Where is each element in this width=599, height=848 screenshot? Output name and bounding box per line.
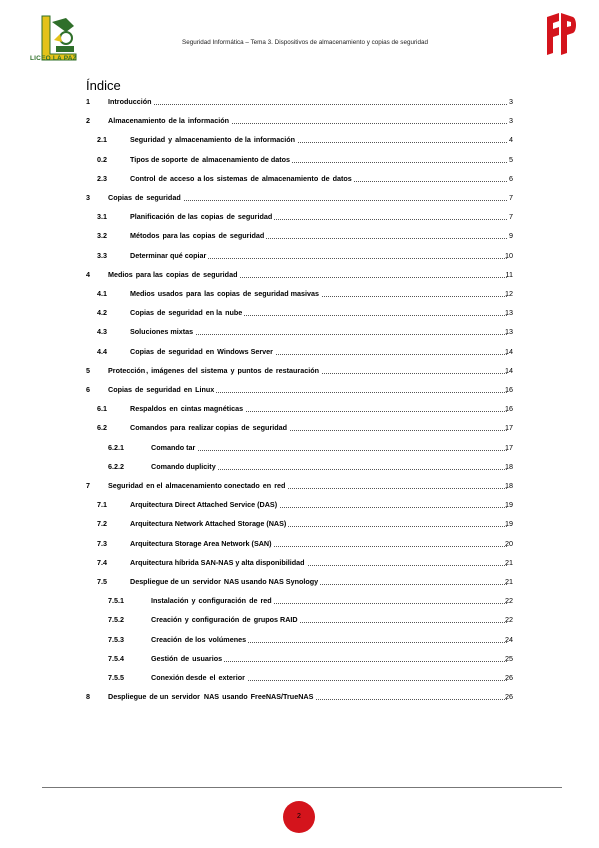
- toc-title-segment: Comando tar: [151, 442, 196, 452]
- toc-title-segment: almacenamiento: [261, 173, 319, 183]
- document-header-title: Seguridad Informática – Tema 3. Dispositivos de almacenamiento y copias de seguridad: [182, 39, 428, 46]
- toc-title-segment: Instalación: [151, 596, 189, 606]
- toc-title-segment: red: [260, 596, 272, 606]
- fp-logo-icon: [545, 13, 577, 57]
- toc-title-segment: de: [240, 615, 253, 625]
- toc-title-segment: volúmenes: [208, 634, 247, 644]
- toc-title-segment: de: [262, 365, 275, 375]
- toc-entry-number: 7.2: [97, 519, 107, 529]
- toc-page-number: 21: [505, 577, 513, 586]
- toc-entry[interactable]: [0, 479, 599, 492]
- toc-entry-number: 1: [86, 97, 90, 106]
- toc-title-segment: en el: [144, 481, 165, 490]
- toc-title-segment: Almacenamiento: [108, 116, 166, 126]
- toc-title-segment: red: [274, 481, 286, 490]
- toc-entry-number: 4.3: [97, 327, 107, 337]
- toc-entry[interactable]: [0, 460, 599, 473]
- toc-title-segment: las: [202, 289, 217, 298]
- toc-entry-number: 6: [86, 385, 90, 394]
- toc-entry[interactable]: [0, 633, 599, 646]
- toc-entry[interactable]: [0, 690, 599, 703]
- toc-entry-number: 7.5.1: [108, 596, 124, 606]
- toc-title-segment: de la: [232, 135, 253, 145]
- toc-dot-leader: [108, 104, 507, 105]
- toc-entry-title: [151, 654, 224, 663]
- toc-title-segment: Comando duplicity: [151, 461, 216, 471]
- toc-entry-title: [130, 327, 195, 336]
- toc-entry-title: [151, 615, 300, 624]
- toc-entry-number: 7.3: [97, 538, 107, 548]
- toc-title-segment: de: [156, 173, 169, 183]
- toc-entry[interactable]: [0, 517, 599, 530]
- toc-page-number: 3: [509, 97, 513, 106]
- toc-title-segment: Control: [130, 173, 156, 183]
- toc-title-segment: Copias: [108, 193, 132, 202]
- toc-page-number: 3: [509, 116, 513, 126]
- toc-title-segment: Comandos: [130, 423, 168, 433]
- toc-title-segment: configuración: [198, 596, 247, 606]
- toc-entry[interactable]: [0, 671, 599, 684]
- toc-title-segment: sistema: [200, 365, 228, 375]
- toc-entry-number: 6.2: [97, 423, 107, 433]
- toc-title-segment: Conexión desde: [151, 673, 207, 682]
- toc-title-segment: en: [167, 404, 180, 414]
- toc-entry[interactable]: [0, 133, 599, 146]
- toc-entry-number: 4.2: [97, 308, 107, 318]
- toc-title-segment: NAS usando NAS Synology: [221, 577, 319, 586]
- toc-title-segment: Métodos: [130, 231, 160, 241]
- toc-title-segment: Arquitectura Network Attached Storage (NAS): [130, 519, 287, 529]
- toc-title-segment: NAS: [203, 692, 220, 702]
- toc-title-segment: de: [248, 173, 261, 183]
- toc-entry-number: 3.2: [97, 231, 107, 241]
- toc-entry[interactable]: [0, 652, 599, 665]
- toc-title-segment: seguridad: [146, 385, 181, 394]
- toc-page-number: 26: [505, 673, 513, 682]
- toc-title-segment: FreeNAS/TrueNAS: [250, 692, 314, 702]
- toc-title-segment: restauración: [275, 365, 319, 375]
- toc-entry-number: 4: [86, 269, 90, 279]
- toc-entry[interactable]: [0, 172, 599, 185]
- toc-entry-number: 4.4: [97, 346, 107, 356]
- toc-entry-title: [130, 308, 244, 317]
- toc-title-segment: realizar copias: [188, 423, 239, 433]
- toc-title-segment: nube: [225, 308, 243, 318]
- toc-title-segment: Despliegue de un: [130, 577, 192, 586]
- toc-entry-number: 7.4: [97, 557, 107, 567]
- toc-title-segment: seguridad: [229, 231, 265, 241]
- toc-title-segment: usados: [155, 289, 185, 298]
- toc-title-segment: cintas magnéticas: [180, 404, 244, 414]
- toc-title-segment: de: [154, 308, 168, 318]
- toc-entry[interactable]: [0, 613, 599, 626]
- toc-title-segment: de: [189, 269, 203, 279]
- toc-title-segment: de: [216, 231, 229, 241]
- toc-title-segment: seguridad: [252, 423, 288, 433]
- toc-entry-title: [151, 462, 218, 471]
- toc-title-segment: Introducción: [108, 97, 152, 106]
- toc-title-segment: Arquitectura Direct Attached Service (DAS): [130, 500, 278, 510]
- toc-page-number: 22: [505, 596, 513, 606]
- toc-title-segment: Soluciones mixtas: [130, 327, 194, 337]
- toc-entry[interactable]: [0, 364, 599, 377]
- toc-title-segment: para las: [160, 231, 192, 241]
- toc-page-number: 9: [509, 231, 513, 241]
- toc-title-segment: seguridad masivas: [254, 289, 320, 298]
- toc-page-number: 17: [505, 442, 513, 452]
- toc-title-segment: en: [203, 346, 217, 356]
- toc-entry-number: 6.2.1: [108, 442, 124, 452]
- toc-title-segment: de: [319, 173, 332, 183]
- toc-entry[interactable]: [0, 383, 599, 396]
- toc-entry-title: [130, 289, 321, 298]
- toc-title-segment: Creación: [151, 615, 182, 625]
- toc-page-number: 20: [505, 538, 513, 548]
- toc-entry[interactable]: [0, 421, 599, 434]
- toc-page-number: 13: [505, 308, 513, 318]
- toc-entry-number: 7.5.4: [108, 653, 124, 663]
- toc-title-segment: de los: [182, 634, 208, 644]
- toc-title-segment: Windows Server: [217, 346, 273, 356]
- toc-entry-title: [130, 155, 292, 164]
- toc-page-number: 13: [505, 327, 513, 337]
- toc-entry-title: [130, 539, 274, 548]
- toc-page-number: 22: [505, 615, 513, 625]
- toc-entry-number: 3: [86, 193, 90, 202]
- toc-title-segment: Planificación: [130, 212, 175, 222]
- toc-entry-number: 7.5.2: [108, 615, 124, 625]
- toc-title-segment: copias: [165, 269, 189, 279]
- toc-title-segment: en: [181, 385, 195, 394]
- toc-entry[interactable]: [0, 287, 599, 300]
- toc-entry-title: [130, 347, 275, 356]
- toc-title-segment: de: [178, 653, 192, 663]
- toc-entry[interactable]: [0, 345, 599, 358]
- toc-title-segment: Copias: [130, 308, 154, 318]
- toc-title-segment: acceso: [169, 173, 195, 183]
- toc-entry[interactable]: [0, 229, 599, 242]
- toc-page-number: 5: [509, 154, 513, 164]
- toc-entry[interactable]: [0, 268, 599, 281]
- toc-page-number: 18: [505, 461, 513, 471]
- toc-entry-number: 2: [86, 116, 90, 126]
- toc-title-segment: Copias: [130, 346, 154, 356]
- toc-title-segment: puntos: [237, 365, 262, 375]
- toc-title-segment: del: [185, 365, 200, 375]
- toc-entry-number: 2.3: [97, 173, 107, 183]
- toc-entry-number: 7.5.3: [108, 634, 124, 644]
- toc-entry-number: 8: [86, 692, 90, 702]
- index-title: Índice: [86, 78, 121, 93]
- toc-title-segment: Seguridad: [108, 481, 144, 490]
- toc-title-segment: de: [239, 423, 252, 433]
- toc-title-segment: Seguridad: [130, 135, 166, 145]
- toc-title-segment: Tipos de soporte: [130, 154, 188, 164]
- toc-title-segment: sistemas: [216, 173, 248, 183]
- toc-title-segment: Gestión: [151, 653, 178, 663]
- toc-entry-number: 3.3: [97, 250, 107, 260]
- toc-title-segment: de las: [175, 212, 200, 222]
- toc-page-number: 21: [505, 557, 513, 567]
- toc-entry-title: [108, 481, 287, 490]
- toc-entry-number: 6.1: [97, 404, 107, 414]
- toc-page-number: 19: [505, 519, 513, 529]
- toc-page-number: 16: [505, 404, 513, 414]
- toc-title-segment: Medios: [108, 269, 133, 279]
- toc-title-segment: servidor: [171, 692, 200, 702]
- toc-page-number: 7: [509, 193, 513, 202]
- toc-entry-title: [108, 385, 216, 394]
- toc-entry-title: [108, 366, 321, 375]
- toc-page-number: 24: [505, 634, 513, 644]
- toc-entry-number: 3.1: [97, 212, 107, 222]
- toc-title-segment: y: [189, 596, 198, 606]
- toc-entry-title: [108, 270, 239, 279]
- toc-entry[interactable]: [0, 210, 599, 223]
- toc-page-number: 12: [505, 289, 513, 298]
- toc-title-segment: seguridad: [237, 212, 273, 222]
- toc-title-segment: copias: [192, 231, 216, 241]
- toc-entry-title: [130, 135, 297, 144]
- toc-entry[interactable]: [0, 306, 599, 319]
- toc-entry[interactable]: [0, 402, 599, 415]
- toc-entry[interactable]: [0, 556, 599, 569]
- toc-entry-number: 5: [86, 365, 90, 375]
- toc-entry-title: [151, 673, 247, 682]
- toc-entry-title: [151, 635, 248, 644]
- toc-entry-title: [130, 519, 288, 528]
- toc-title-segment: de: [188, 154, 202, 164]
- toc-page-number: 6: [509, 173, 513, 183]
- toc-entry[interactable]: [0, 575, 599, 588]
- toc-entry-number: 4.1: [97, 289, 107, 298]
- toc-page-number: 14: [505, 346, 513, 356]
- toc-title-segment: para las: [133, 269, 165, 279]
- toc-entry-title: [130, 231, 266, 240]
- toc-dot-leader: [151, 450, 507, 451]
- toc-title-segment: el: [207, 673, 218, 682]
- toc-title-segment: usuarios: [192, 653, 223, 663]
- footer-divider: [42, 787, 562, 788]
- toc-entry-title: [130, 423, 289, 432]
- toc-title-segment: y: [228, 365, 237, 375]
- toc-entry[interactable]: [0, 249, 599, 262]
- toc-entry-title: [151, 596, 274, 605]
- toc-entry[interactable]: [0, 441, 599, 454]
- toc-page-number: 4: [509, 135, 513, 145]
- toc-title-segment: Protección: [108, 365, 146, 375]
- toc-entry-title: [130, 404, 245, 413]
- toc-title-segment: Despliegue: [108, 692, 147, 702]
- toc-title-segment: copias: [200, 212, 224, 222]
- toc-entry[interactable]: [0, 325, 599, 338]
- toc-title-segment: configuración: [191, 615, 240, 625]
- toc-title-segment: información: [187, 116, 230, 126]
- toc-page-number: 16: [505, 385, 513, 394]
- toc-title-segment: Creación: [151, 634, 182, 644]
- toc-entry-number: 7.5: [97, 577, 107, 586]
- toc-entry-title: [151, 443, 197, 452]
- toc-page-number: 25: [505, 653, 513, 663]
- toc-entry-title: [130, 212, 274, 221]
- toc-entry-title: [108, 692, 315, 701]
- toc-title-segment: almacenamiento: [175, 135, 232, 145]
- toc-entry-number: 0.2: [97, 154, 107, 164]
- toc-entry-number: 6.2.2: [108, 461, 124, 471]
- toc-title-segment: información: [253, 135, 295, 145]
- toc-page-number: 10: [505, 250, 513, 260]
- toc-title-segment: para: [185, 289, 202, 298]
- toc-entry[interactable]: [0, 95, 599, 108]
- toc-title-segment: seguridad: [146, 193, 181, 202]
- toc-entry-title: [130, 251, 208, 260]
- toc-entry[interactable]: [0, 594, 599, 607]
- toc-entry-title: [130, 500, 279, 509]
- toc-page-number: 19: [505, 500, 513, 510]
- toc-title-segment: de la: [166, 116, 187, 126]
- toc-title-segment: en: [260, 481, 274, 490]
- toc-title-segment: Medios: [130, 289, 155, 298]
- toc-title-segment: seguridad: [168, 308, 203, 318]
- toc-title-segment: almacenamiento de datos: [202, 154, 291, 164]
- toc-title-segment: de un: [147, 692, 171, 702]
- toc-title-segment: exterior: [218, 673, 245, 682]
- toc-title-segment: seguridad: [203, 269, 238, 279]
- toc-entry[interactable]: [0, 191, 599, 204]
- toc-entry-title: [108, 193, 183, 202]
- toc-title-segment: grupos RAID: [253, 615, 298, 625]
- page-number-badge: 2: [283, 801, 315, 833]
- toc-entry[interactable]: [0, 114, 599, 127]
- toc-entry-number: 2.1: [97, 135, 107, 145]
- toc-title-segment: de: [224, 212, 237, 222]
- school-name: LICEO LA PAZ: [30, 55, 77, 62]
- toc-title-segment: y: [182, 615, 191, 625]
- toc-page-number: 17: [505, 423, 513, 433]
- toc-page-number: 26: [505, 692, 513, 702]
- toc-title-segment: de: [240, 289, 254, 298]
- toc-title-segment: usando: [220, 692, 250, 702]
- toc-page-number: 14: [505, 365, 513, 375]
- toc-title-segment: Arquitectura híbrida SAN-NAS y alta disponibilidad: [130, 557, 305, 567]
- toc-entry[interactable]: [0, 153, 599, 166]
- toc-title-segment: de: [132, 385, 146, 394]
- toc-page-number: 7: [509, 212, 513, 222]
- toc-title-segment: almacenamiento conectado: [165, 481, 260, 490]
- toc-title-segment: de: [247, 596, 260, 606]
- toc-title-segment: Linux: [195, 385, 215, 394]
- toc-entry-title: [108, 97, 154, 106]
- toc-title-segment: de: [132, 193, 146, 202]
- toc-title-segment: para: [168, 423, 188, 433]
- toc-title-segment: Copias: [108, 385, 132, 394]
- toc-entry-number: 7.1: [97, 500, 107, 510]
- page-header: [0, 0, 599, 70]
- toc-title-segment: y: [166, 135, 175, 145]
- toc-entry-number: 7: [86, 481, 90, 490]
- toc-title-segment: Determinar qué copiar: [130, 250, 207, 260]
- toc-page-number: 18: [505, 481, 513, 490]
- toc-title-segment: de: [154, 346, 168, 356]
- toc-title-segment: a los: [195, 173, 216, 183]
- toc-title-segment: Respaldos: [130, 404, 167, 414]
- toc-entry[interactable]: [0, 498, 599, 511]
- toc-title-segment: en la: [203, 308, 225, 318]
- toc-title-segment: datos: [332, 173, 352, 183]
- toc-title-segment: Arquitectura Storage Area Network (SAN): [130, 538, 272, 548]
- toc-entry-title: [130, 577, 320, 586]
- toc-entry-number: 7.5.5: [108, 673, 124, 682]
- toc-entry-title: [130, 174, 354, 183]
- toc-title-segment: imágenes: [151, 365, 185, 375]
- toc-entry[interactable]: [0, 537, 599, 550]
- toc-title-segment: copias: [217, 289, 240, 298]
- toc-page-number: 11: [505, 269, 513, 279]
- toc-entry-title: [130, 558, 307, 567]
- toc-title-segment: seguridad: [168, 346, 203, 356]
- toc-title-segment: ,: [146, 365, 151, 375]
- toc-title-segment: servidor: [192, 577, 221, 586]
- toc-entry-title: [108, 116, 231, 125]
